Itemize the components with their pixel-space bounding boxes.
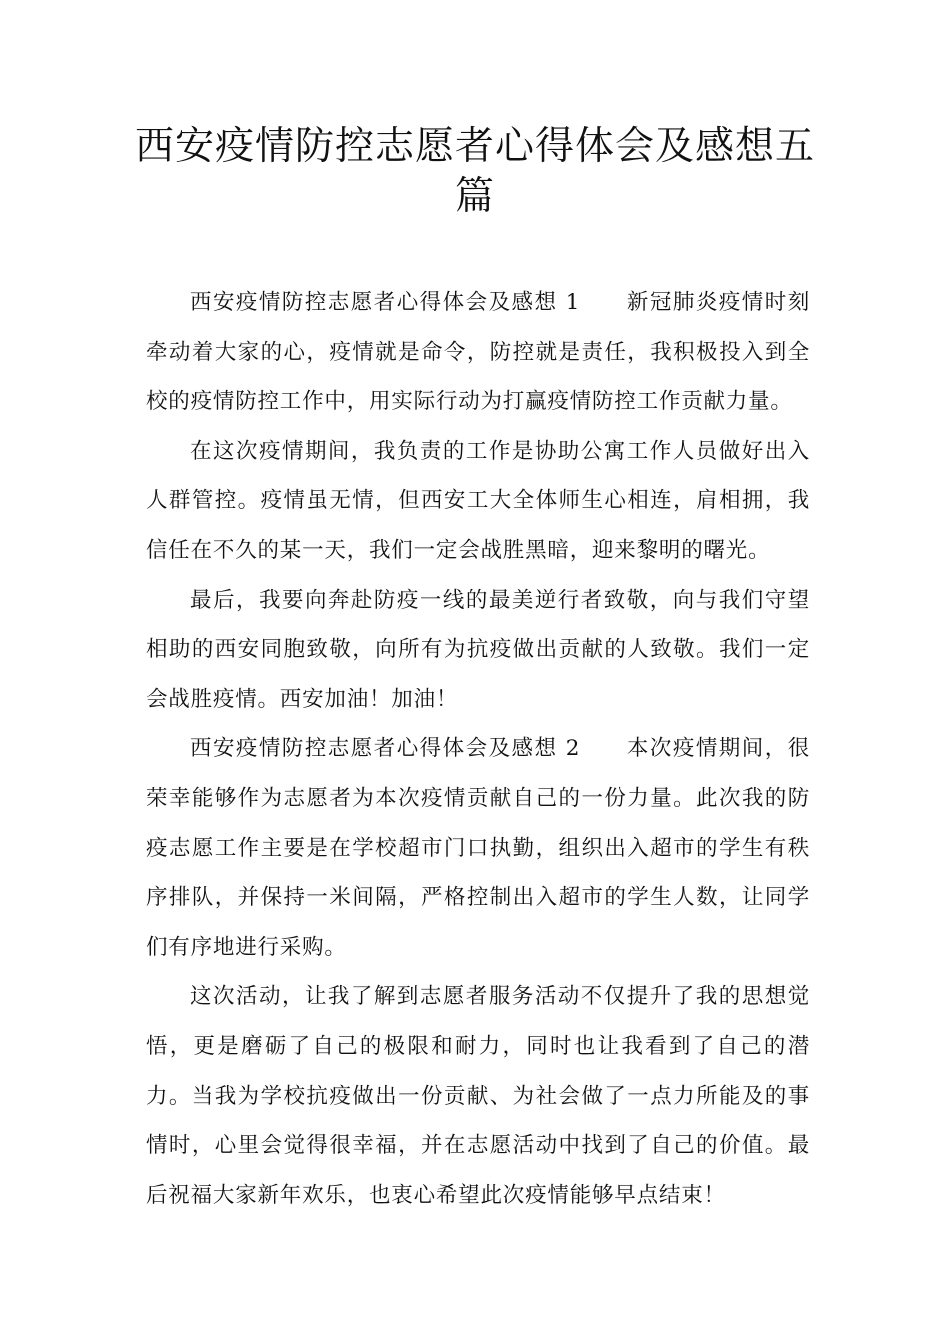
paragraph-text: 本次疫情期间，很荣幸能够作为志愿者为本次疫情贡献自己的一份力量。此次我的防疫志愿工作主要是在学校超市门口执勤，组织出入超市的学生有秩序排队，并保持一米间隔，严格控制出入超市的学生人数，让同学们有序地进行采购。 — [146, 736, 811, 960]
paragraph-text: 最后，我要向奔赴防疫一线的最美逆行者致敬，向与我们守望相助的西安同胞致敬，向所有为抗疫做出贡献的人致敬。我们一定会战胜疫情。西安加油！加油！ — [146, 587, 810, 712]
paragraph-text: 这次活动，让我了解到志愿者服务活动不仅提升了我的思想觉悟，更是磨砺了自己的极限和耐力，同时也让我看到了自己的潜力。当我为学校抗疫做出一份贡献、为社会做了一点力所能及的事情时，心里会觉得很幸福，并在志愿活动中找到了自己的价值。最后祝福大家新年欢乐，也衷心希望此次疫情能够早点结束！ — [146, 984, 810, 1208]
paragraph-2 — [146, 427, 810, 576]
paragraph-1 — [146, 278, 810, 427]
paragraph-3 — [146, 576, 810, 725]
paragraph-text: 在这次疫情期间，我负责的工作是协助公寓工作人员做好出入人群管控。疫情虽无情，但西安工大全体师生心相连，肩相拥，我信任在不久的某一天，我们一定会战胜黑暗，迎来黎明的曙光。 — [146, 438, 810, 563]
section-heading-1: 西安疫情防控志愿者心得体会及感想 1 — [190, 290, 581, 315]
document-body — [146, 278, 810, 1220]
paragraph-4 — [146, 724, 810, 972]
paragraph-5 — [146, 972, 810, 1220]
document-title: 西安疫情防控志愿者心得体会及感想五篇 — [134, 124, 815, 219]
section-heading-2: 西安疫情防控志愿者心得体会及感想 2 — [190, 736, 581, 762]
paragraph-text: 新冠肺炎疫情时刻牵动着大家的心，疫情就是命令，防控就是责任，我积极投入到全校的疫情防控工作中，用实际行动为打赢疫情防控工作贡献力量。 — [146, 290, 811, 415]
